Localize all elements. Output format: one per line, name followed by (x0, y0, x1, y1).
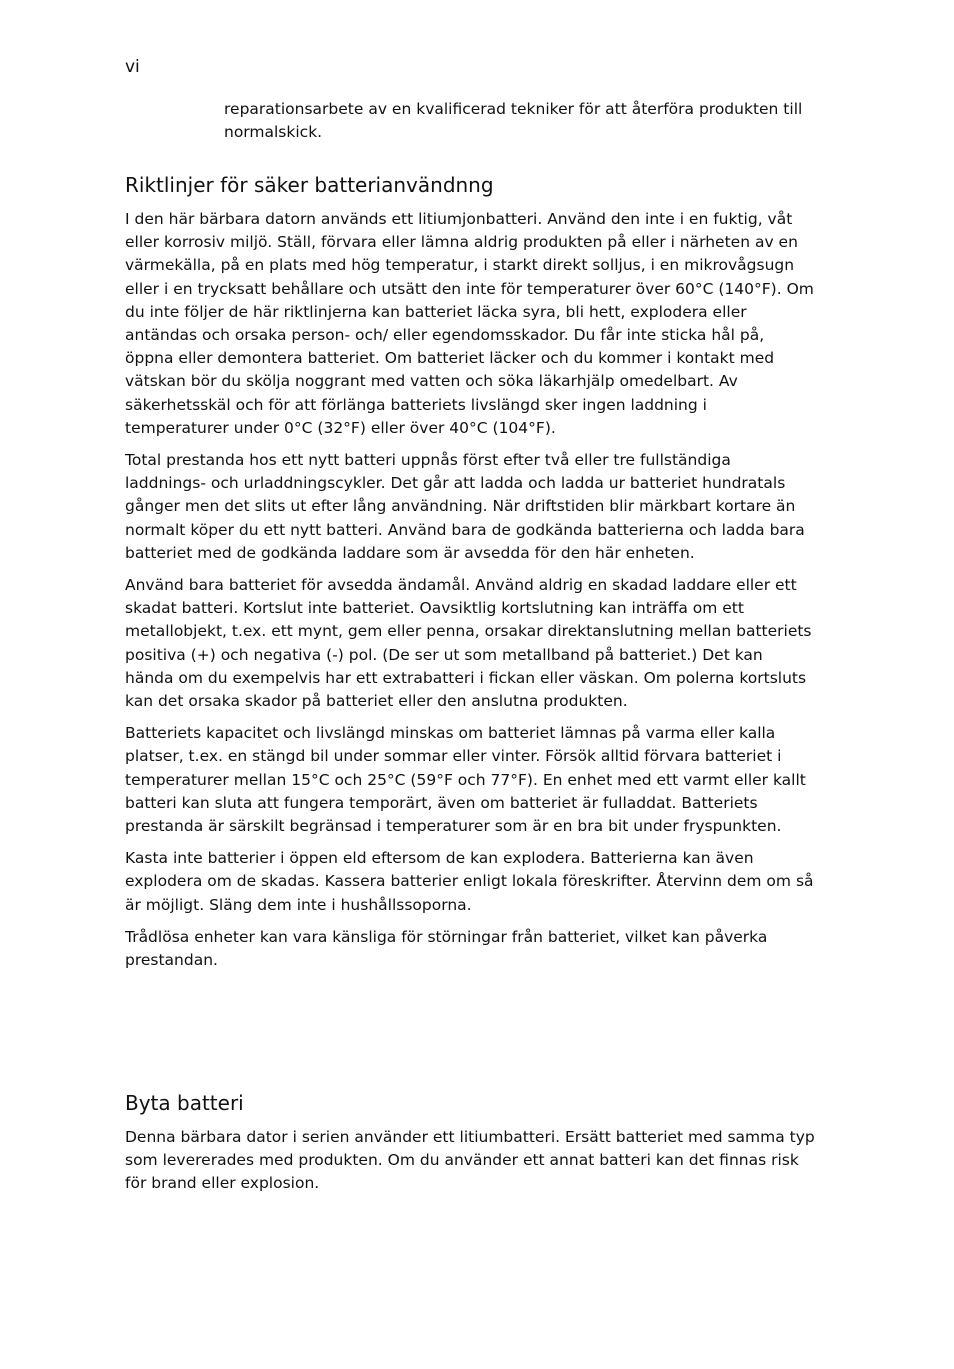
body-paragraph: Trådlösa enheter kan vara känsliga för störningar från batteriet, vilket kan påverka prestandan. (125, 927, 768, 970)
section-heading: Riktlinjer för säker batterianvändnng (125, 173, 494, 197)
body-paragraph: Batteriets kapacitet och livslängd minskas om batteriet lämnas på varma eller kalla platser, t.ex. en stängd bil under sommar eller vinter. Försök alltid förvara batteriet i temperaturer mellan 15°C och 25°C (59°F och 77°F). En enhet med ett varmt eller kallt batteri kan sluta att fungera temporärt, även om batteriet är fulladdat. Batteriets prestanda är särskilt begränsad i temperaturer som är en bra bit under fryspunkten. (125, 724, 806, 836)
body-paragraph: I den här bärbara datorn används ett litiumjonbatteri. Använd den inte i en fuktig, våt eller korrosiv miljö. Ställ, förvara eller lämna aldrig produkten på eller i närheten av en värmekälla, på en plats med hög temperatur, i starkt direkt solljus, i en mikrovågsugn eller i en trycksatt behållare och utsätt den inte för temperaturer över 60°C (140°F). Om du inte följer de här riktlinjerna kan batteriet läcka syra, bli hett, explodera eller antändas och orsaka person- och/ eller egendomsskador. Du får inte sticka hål på, öppna eller demontera batteriet. Om batteriet läcker och du kommer i kontakt med vätskan bör du skölja noggrant med vatten och söka läkarhjälp omedelbart. Av säkerhetsskäl och för att förlänga batteriets livslängd sker ingen laddning i temperaturer under 0°C (32°F) eller över 40°C (104°F). (125, 210, 814, 437)
continuation-paragraph: reparationsarbete av en kvalificerad tekniker för att återföra produkten till normalskick. (224, 100, 803, 142)
page-number: vi (125, 57, 140, 77)
body-paragraph: Denna bärbara dator i serien använder ett litiumbatteri. Ersätt batteriet med samma typ som levererades med produkten. Om du använder ett annat batteri kan det finnas risk för brand eller explosion. (125, 1128, 815, 1193)
body-paragraph: Kasta inte batterier i öppen eld eftersom de kan explodera. Batterierna kan även explodera om de skadas. Kassera batterier enligt lokala föreskrifter. Återvinn dem om så är möjligt. Släng dem inte i hushållssoporna. (125, 849, 814, 914)
section-battery-guidelines (125, 172, 815, 981)
body-paragraph: Använd bara batteriet för avsedda ändamål. Använd aldrig en skadad laddare eller ett skadat batteri. Kortslut inte batteriet. Oavsiktlig kortslutning kan inträffa om ett metallobjekt, t.ex. ett mynt, gem eller penna, orsakar direktanslutning mellan batteriets positiva (+) och negativa (-) pol. (De ser ut som metallband på batteriet.) Det kan hända om du exempelvis har ett extrabatteri i fickan eller väskan. Om polerna kortsluts kan det orsaka skador på batteriet eller den anslutna produkten. (125, 576, 812, 711)
body-paragraph: Total prestanda hos ett nytt batteri uppnås först efter två eller tre fullständiga laddnings- och urladdningscykler. Det går att ladda och ladda ur batteriet hundratals gånger men det slits ut efter lång användning. När driftstiden blir märkbart kortare än normalt köper du ett nytt batteri. Använd bara de godkända batterierna och ladda bara batteriet med de godkända laddare som är avsedda för den här enheten. (125, 451, 805, 562)
section-heading: Byta batteri (125, 1091, 244, 1115)
section-replace-battery (125, 1090, 815, 1205)
